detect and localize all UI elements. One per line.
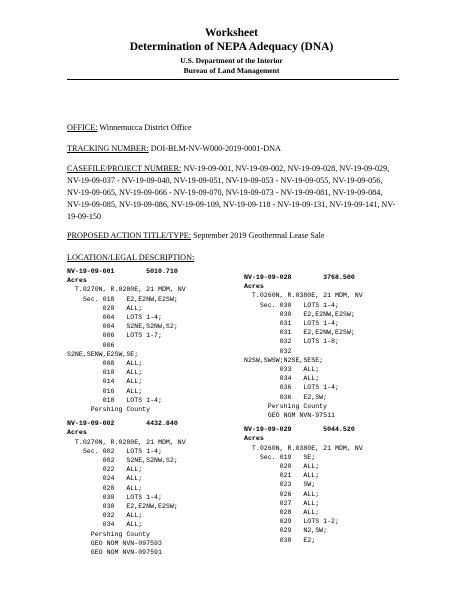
casefile-field <box>67 163 397 223</box>
parcel-id: NV-19-09-028 <box>244 274 292 281</box>
proposed-action-label: PROPOSED ACTION TITLE/TYPE: <box>67 231 192 240</box>
parcel-header <box>244 425 363 434</box>
office-label: OFFICE: <box>67 123 98 132</box>
legal-description-line: 031 LOTS 1-4; <box>244 320 339 328</box>
tracking-number-field <box>67 143 397 155</box>
parcel-header <box>244 273 363 282</box>
parcel-block <box>67 419 186 557</box>
parcel-block <box>67 267 186 414</box>
legal-description-line: 030 E2; <box>244 536 316 544</box>
legal-description-line: 028 ALL; <box>67 484 143 492</box>
legal-description-line: 032 <box>244 347 292 355</box>
legal-description-line: Pershing County <box>67 406 151 414</box>
casefile-label: CASEFILE/PROJECT NUMBER: <box>67 164 182 173</box>
tracking-number-value: DOI-BLM-NV-W000-2019-0001-DNA <box>150 144 281 153</box>
legal-description-line: T.0260N, R.0380E, 21 MDM, NV <box>244 292 363 300</box>
legal-description-line: 021 ALL; <box>244 472 320 480</box>
location-label: LOCATION/LEGAL DESCRIPTION: <box>67 253 195 262</box>
document-title: Worksheet <box>204 27 259 39</box>
legal-description-line: 029 N2,SW; <box>244 527 328 535</box>
legal-description-line: 034 ALL; <box>67 521 143 529</box>
header-divider <box>67 79 399 80</box>
legal-description-line: 006 <box>67 341 115 349</box>
legal-description-line: 016 ALL; <box>67 387 143 395</box>
legal-description-line: 020 ALL; <box>244 463 320 471</box>
parcel-id: NV-19-09-001 <box>67 268 115 275</box>
legal-description-line: 027 ALL; <box>244 499 320 507</box>
legal-description-line: 014 ALL; <box>67 378 143 386</box>
tracking-number-label: TRACKING NUMBER: <box>67 144 149 153</box>
parcel-block <box>244 273 363 420</box>
legal-description-line: Acres <box>67 429 87 437</box>
legal-description-line: 034 ALL; <box>244 375 320 383</box>
parcel-block <box>244 425 363 545</box>
legal-description-line: 033 ALL; <box>244 366 320 374</box>
location-field <box>67 252 397 264</box>
casefile-value: NV-19-09-001, NV-19-09-002, NV-19-09-028, NV-19-09-029, NV-19-09-037 - NV-19-09-040, NV-19-09-051, NV-19-09-053 - NV-19-09-055, NV-19-09-056, NV-19-09-065, NV-19-09-066 - NV-19-09-070, NV-19-09-073 - NV-19-09-081, NV-19-09-084, NV-19-09-085, NV-19-09-086, NV-19-09-109, NV-19-09-118 - NV-19-09-131, NV-19-09-141, NV-19-09-150 <box>67 164 396 221</box>
legal-description-line: 029 LOTS 1-2; <box>244 518 339 526</box>
legal-description-line: N2SW,SWSW;N2SE,SESE; <box>244 356 324 364</box>
bureau-name: Bureau of Land Management <box>183 66 280 75</box>
document-subtitle: Determination of NEPA Adequacy (DNA) <box>129 41 334 53</box>
legal-description-line: Sec. 018 E2,E2NW,E2SW; <box>67 295 178 303</box>
legal-description-line: T.0270N, R.0280E, 21 MDM, NV <box>67 438 186 446</box>
legal-description-line: 032 LOTS 1-8; <box>244 338 339 346</box>
department-name: U.S. Department of the Interior <box>180 56 283 65</box>
legal-description-line: Sec. 030 LOTS 1-4; <box>244 301 339 309</box>
legal-description-line: 036 E2,SW; <box>244 393 328 401</box>
legal-description-line: Sec. 002 LOTS 1-4; <box>67 447 162 455</box>
parcel-id: NV-19-09-002 <box>67 420 115 428</box>
parcel-id: NV-19-09-029 <box>244 426 292 434</box>
legal-description-line: 010 ALL; <box>67 369 143 377</box>
proposed-action-value: September 2019 Geothermal Lease Sale <box>193 231 325 240</box>
parcel-acres: 5044.520 <box>323 426 355 434</box>
legal-description-line: 002 S2NE,S2NW,S2; <box>67 457 178 465</box>
legal-description-line: 026 ALL; <box>244 490 320 498</box>
legal-description-line: 006 LOTS 1-7; <box>67 332 162 340</box>
legal-description-line: GEO NOM NVN-97511 <box>244 412 336 420</box>
parcel-acres: 4432.840 <box>146 420 178 428</box>
legal-description-line: 036 LOTS 1-4; <box>244 384 339 392</box>
legal-description-line: Sec. 019 SE; <box>244 453 316 461</box>
legal-description-line: Acres <box>244 283 264 291</box>
legal-description-line: 023 SW; <box>244 481 316 489</box>
parcel-acres: 5010.710 <box>146 268 178 275</box>
legal-description-line: 032 ALL; <box>67 512 143 520</box>
legal-description-line: 030 E2,E2NW,E2SW; <box>244 310 355 318</box>
legal-description-line: 030 E2,E2NW,E2SW; <box>67 503 178 511</box>
legal-description-line: Acres <box>244 435 264 443</box>
legal-description-line: Acres <box>67 277 87 285</box>
parcel-header <box>67 267 186 276</box>
parcel-acres: 3768.500 <box>323 274 355 281</box>
office-field <box>67 122 397 134</box>
parcel-header <box>67 419 186 428</box>
office-value: Winnemucca District Office <box>99 123 192 132</box>
legal-description-line: T.0260N, R.0380E, 21 MDM, NV <box>244 444 363 452</box>
legal-description-line: 030 LOTS 1-4; <box>67 493 162 501</box>
legal-description-line: T.0270N, R.0280E, 21 MDM, NV <box>67 286 186 294</box>
legal-description-line: 024 ALL; <box>67 475 143 483</box>
legal-description-line: 022 ALL; <box>67 466 143 474</box>
legal-description-line: 008 ALL; <box>67 360 143 368</box>
legal-description-line: GEO NOM NVN-097593 <box>67 539 162 547</box>
legal-description-line: 004 S2NE,S2NW,S2; <box>67 323 178 331</box>
legal-description-line: 020 ALL; <box>67 304 143 312</box>
legal-description-line: GEO NOM NVN-097591 <box>67 549 162 557</box>
legal-description-line: S2NE,SENW,E2SW,SE; <box>67 350 139 358</box>
proposed-action-field <box>67 230 397 242</box>
legal-description-line: Pershing County <box>244 402 328 410</box>
legal-description-line: 028 ALL; <box>244 509 320 517</box>
legal-description-line: Pershing County <box>67 530 151 538</box>
legal-description-left-column <box>67 267 186 557</box>
legal-description-line: 018 LOTS 1-4; <box>67 396 162 404</box>
legal-description-line: 004 LOTS 1-4; <box>67 314 162 322</box>
legal-description-right-column <box>244 273 363 545</box>
legal-description-line: 031 E2,E2NW,E2SW; <box>244 329 355 337</box>
